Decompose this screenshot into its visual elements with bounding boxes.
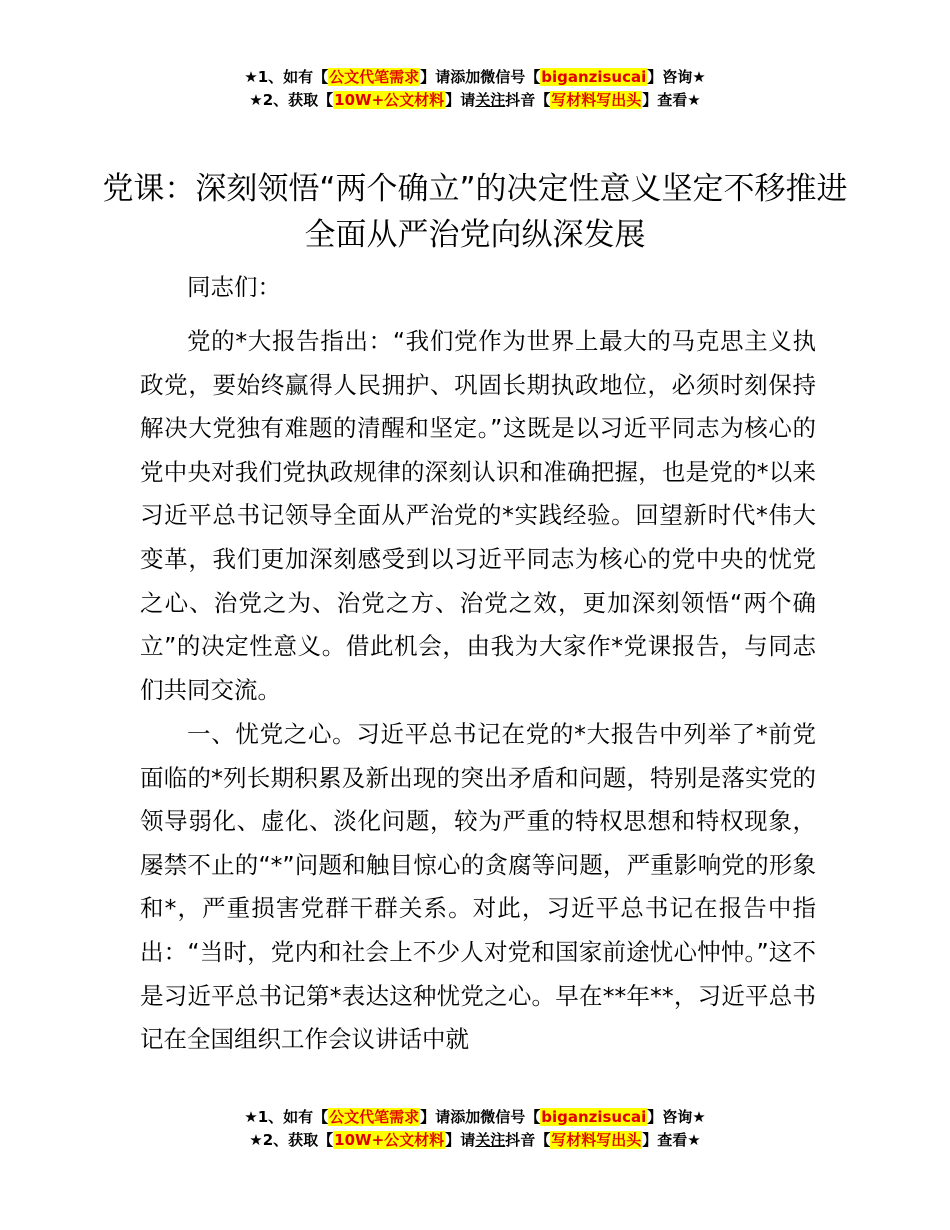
promo-line-1: ★1、如有【公文代笔需求】请添加微信号【biganzisucai】咨询★ [244,1108,706,1126]
highlight-douyin-account: 写材料写出头 [551,91,642,109]
highlight-materials: 10W+公文材料 [334,91,445,109]
highlight-service: 公文代笔需求 [329,1108,420,1126]
highlight-materials: 10W+公文材料 [334,1131,445,1149]
promo-line-1: ★1、如有【公文代笔需求】请添加微信号【biganzisucai】咨询★ [244,68,706,86]
greeting-text: 同志们： [187,273,281,301]
paragraph-2 [140,713,816,1062]
document-title: 党课：深刻领悟“两个确立”的决定性意义坚定不移推进全面从严治党向纵深发展 [102,171,848,253]
star-icon: ★ [244,1108,258,1126]
star-icon: ★ [244,68,258,86]
paragraph-text: 党的*大报告指出：“我们党作为世界上最大的马克思主义执政党，要始终赢得人民拥护、巩固长期执政地位，必须时刻保持解决大党独有难题的清醒和坚定。”这既是以习近平同志为核心的党中央对我们党执政规律的深刻认识和准确把握，也是党的*以来习近平总书记领导全面从严治党的*实践经验。回望新时代*伟大变革，我们更加深刻感受到以习近平同志为核心的党中央的忧党之心、治党之为、治党之方、治党之效，更加深刻领悟“两个确立”的决定性意义。借此机会，由我为大家作*党课报告，与同志们共同交流。 [140,327,816,704]
highlight-douyin-account: 写材料写出头 [551,1131,642,1149]
star-icon: ★ [249,91,263,109]
highlight-wechat-id: biganzisucai [541,1108,647,1126]
paragraph-1 [140,320,816,712]
promo-line-2: ★2、获取【10W+公文材料】请关注抖音【写材料写出头】查看★ [249,91,701,109]
highlight-service: 公文代笔需求 [329,68,420,86]
promo-banner-bottom [0,1106,950,1152]
highlight-wechat-id: biganzisucai [541,68,647,86]
greeting [140,266,816,310]
paragraph-text: 一、忧党之心。习近平总书记在党的*大报告中列举了*前党面临的*列长期积累及新出现的突出矛盾和问题，特别是落实党的领导弱化、虚化、淡化问题，较为严重的特权思想和特权现象，屡禁不止的“*”问题和触目惊心的贪腐等问题，严重影响党的形象和*，严重损害党群干群关系。对此，习近平总书记在报告中指出：“当时，党内和社会上不少人对党和国家前途忧心忡忡。”这不是习近平总书记第*表达这种忧党之心。早在**年**，习近平总书记在全国组织工作会议讲话中就 [140,720,816,1054]
star-icon: ★ [249,1131,263,1149]
promo-banner-top [0,66,950,112]
promo-line-2: ★2、获取【10W+公文材料】请关注抖音【写材料写出头】查看★ [249,1131,701,1149]
